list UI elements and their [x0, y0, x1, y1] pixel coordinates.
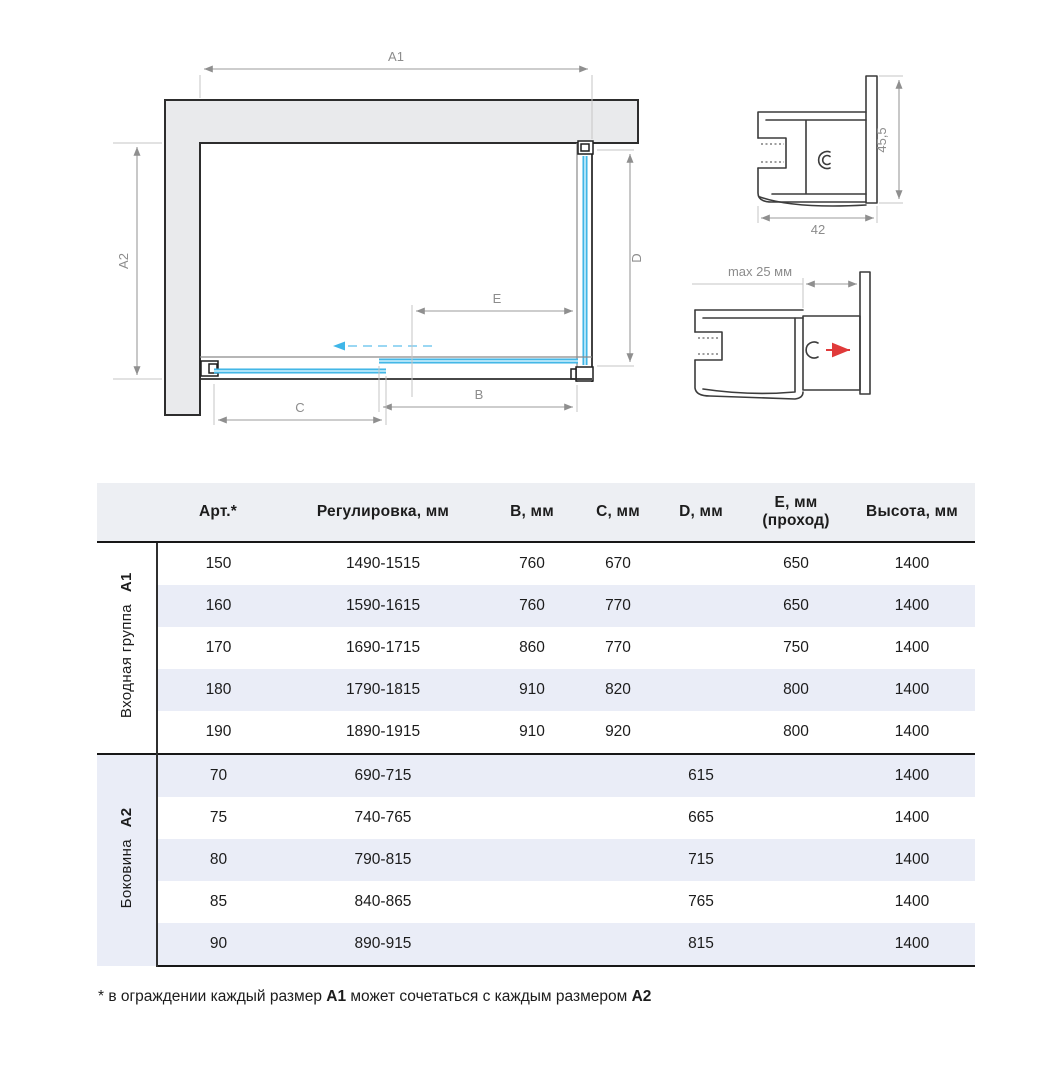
footnote-a1: А1 [326, 988, 347, 1005]
cell-c: 820 [577, 669, 659, 711]
table-row [97, 669, 975, 711]
group-side-a2 [97, 754, 975, 966]
cell-reg: 1490-1515 [345, 555, 421, 572]
cell-c [577, 839, 659, 881]
cell-b [487, 881, 577, 923]
table-row [97, 585, 975, 627]
cell-art: 80 [157, 839, 279, 881]
footnote [98, 988, 651, 1006]
group-entry-a1 [97, 542, 975, 754]
cell-h: 1400 [849, 669, 975, 711]
table-row [97, 797, 975, 839]
cell-art: 90 [157, 923, 279, 966]
column-header-e: E, мм (проход) [743, 483, 849, 542]
cell-e [743, 754, 849, 797]
footnote-prefix: * в ограждении каждый размер [98, 988, 327, 1005]
table-row [97, 542, 975, 585]
cell-art: 170 [205, 639, 232, 656]
cell-e: 650 [743, 585, 849, 627]
profile-wall-section [692, 264, 870, 399]
cell-e: 650 [783, 555, 809, 572]
dimension-a2 [113, 143, 162, 379]
profile-corner-section [758, 76, 903, 237]
wall-shape [165, 100, 638, 415]
cell-b [487, 839, 577, 881]
dim-label-e: E [492, 291, 502, 306]
cell-art: 70 [157, 754, 279, 797]
cell-reg: 1690-1715 [345, 639, 421, 656]
group-label [97, 542, 157, 754]
dim-label-b: B [474, 387, 484, 402]
column-header-d: D, мм [659, 483, 743, 542]
cell-c [577, 797, 659, 839]
cell-d [659, 542, 743, 585]
cell-reg: 740-765 [354, 809, 412, 826]
cell-h: 1400 [894, 555, 930, 572]
cell-e [743, 797, 849, 839]
cell-e [743, 839, 849, 881]
dim-label-max25: max 25 мм [727, 264, 793, 279]
cell-h: 1400 [849, 754, 975, 797]
slide-direction-arrow [333, 342, 432, 351]
door-track [200, 357, 592, 379]
cell-reg: 1590-1615 [279, 585, 487, 627]
cell-art: 180 [157, 669, 279, 711]
dim-label-45-5: 45,5 [874, 127, 889, 153]
cell-d: 765 [688, 893, 714, 910]
table-row [97, 881, 975, 923]
spec-table [97, 483, 975, 967]
cell-b [487, 754, 577, 797]
cell-h: 1400 [849, 585, 975, 627]
group-label-text: Входная группа [118, 604, 135, 719]
cell-reg: 1890-1915 [345, 723, 421, 740]
column-header-art: Арт.* [157, 483, 279, 542]
dimension-d [597, 150, 644, 366]
cell-d: 715 [659, 839, 743, 881]
cell-c: 770 [577, 585, 659, 627]
size-table [97, 483, 975, 967]
group-label-code: А1 [118, 572, 135, 593]
dimension-max-25 [692, 264, 857, 308]
header-spacer [97, 483, 157, 542]
screw-boss [806, 342, 818, 358]
cell-d: 615 [659, 754, 743, 797]
side-panel [571, 141, 593, 382]
screw-boss [819, 152, 830, 169]
cell-c [577, 881, 659, 923]
cell-reg: 790-815 [279, 839, 487, 881]
table-header [97, 483, 975, 542]
table-row [97, 711, 975, 754]
footnote-a2: А2 [631, 988, 652, 1005]
group-label-text: Боковина [118, 839, 135, 909]
dimension-e [412, 291, 573, 397]
column-header-height: Высота, мм [849, 483, 975, 542]
cell-d [659, 627, 743, 669]
cell-b: 910 [519, 723, 545, 740]
cell-c [577, 754, 659, 797]
cell-b: 760 [519, 555, 545, 572]
plan-view [113, 49, 644, 425]
cell-h: 1400 [849, 923, 975, 966]
table-row [97, 839, 975, 881]
cell-b [487, 923, 577, 966]
cell-art: 150 [205, 555, 232, 572]
cell-e [743, 881, 849, 923]
cell-e [743, 923, 849, 966]
cell-d [659, 585, 743, 627]
group-label-code: А2 [118, 807, 135, 828]
cell-d: 815 [659, 923, 743, 966]
cell-d: 665 [688, 809, 714, 826]
cell-b [487, 797, 577, 839]
cell-reg: 840-865 [354, 893, 412, 910]
column-header-c: C, мм [577, 483, 659, 542]
table-row [97, 923, 975, 966]
cell-h: 1400 [894, 723, 930, 740]
column-header-b: B, мм [487, 483, 577, 542]
cell-c [577, 923, 659, 966]
cell-reg: 690-715 [279, 754, 487, 797]
cell-art: 75 [209, 809, 228, 826]
cell-b: 760 [487, 585, 577, 627]
cell-reg: 890-915 [279, 923, 487, 966]
footnote-middle: может сочетаться с каждым размером [346, 988, 632, 1005]
dimension-c [214, 376, 386, 425]
cell-art: 160 [157, 585, 279, 627]
cell-e: 800 [783, 723, 809, 740]
dim-label-42: 42 [810, 222, 826, 237]
cell-reg: 1790-1815 [279, 669, 487, 711]
cell-b: 910 [487, 669, 577, 711]
cell-d [659, 669, 743, 711]
dimension-profile-height [874, 76, 903, 203]
cell-c: 670 [605, 555, 631, 572]
table-row [97, 754, 975, 797]
cell-d [659, 711, 743, 754]
group-label [97, 754, 157, 966]
dim-label-a2: A2 [116, 253, 131, 269]
cell-e: 800 [743, 669, 849, 711]
cell-c: 920 [605, 723, 631, 740]
dimension-profile-width [758, 206, 877, 237]
dim-label-d: D [629, 253, 644, 263]
cell-h: 1400 [894, 893, 930, 910]
cell-h: 1400 [894, 809, 930, 826]
cell-b: 860 [519, 639, 545, 656]
column-header-regulirovka: Регулировка, мм [279, 483, 487, 542]
dimension-b [379, 366, 577, 412]
cell-e: 750 [783, 639, 809, 656]
cell-art: 190 [205, 723, 232, 740]
cell-c: 770 [605, 639, 631, 656]
dim-label-a1: A1 [388, 49, 404, 64]
cell-h: 1400 [894, 639, 930, 656]
table-row [97, 627, 975, 669]
cell-h: 1400 [849, 839, 975, 881]
technical-drawing [0, 0, 1063, 470]
dim-label-c: C [295, 400, 305, 415]
cell-art: 85 [209, 893, 228, 910]
